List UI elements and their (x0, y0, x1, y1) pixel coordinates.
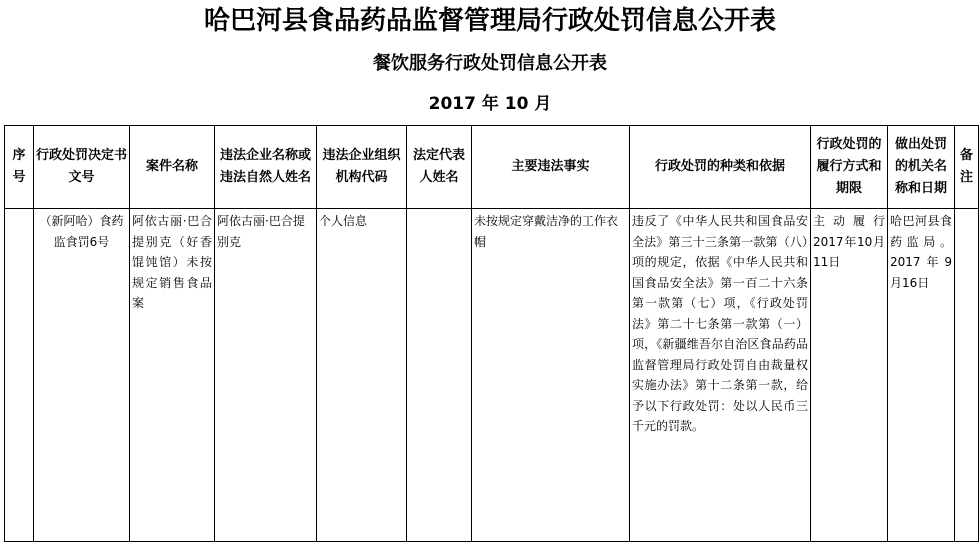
report-period: 2017 年 10 月 (428, 94, 552, 114)
cell-party: 阿依古丽·巴合提别克 (215, 209, 317, 542)
col-header-seq: 序号 (5, 126, 34, 209)
cell-penalty: 违反了《中华人民共和国食品安全法》第三十三条第一款第（八）项的规定，依据《中华人民共和国食品安全法》第一百二十六条第一款第（七）项，《行政处罚法》第二十七条第一款第（一）项，《新疆维吾尔自治区食品药品监督管理局行政处罚自由裁量权实施办法》第十二条第一款，给予以下行政处罚：处以人民币三千元的罚款。 (630, 209, 811, 542)
cell-doc-no: （新阿哈）食药监食罚6号 (34, 209, 130, 542)
col-header-org-code: 违法企业组织机构代码 (317, 126, 407, 209)
col-header-penalty: 行政处罚的种类和依据 (630, 126, 811, 209)
cell-case-name: 阿依古丽·巴合提别克（好香馄饨馆）未按规定销售食品案 (130, 209, 215, 542)
cell-seq (5, 209, 34, 542)
col-header-fulfillment: 行政处罚的履行方式和期限 (811, 126, 888, 209)
col-header-legal-rep: 法定代表人姓名 (407, 126, 472, 209)
cell-legal-rep (407, 209, 472, 542)
penalty-table (4, 125, 979, 542)
cell-org-code: 个人信息 (317, 209, 407, 542)
col-header-party: 违法企业名称或违法自然人姓名 (215, 126, 317, 209)
col-header-facts: 主要违法事实 (472, 126, 630, 209)
header-row (5, 126, 979, 209)
document-subtitle: 餐饮服务行政处罚信息公开表 (373, 53, 607, 74)
document-title: 哈巴河县食品药品监督管理局行政处罚信息公开表 (203, 6, 776, 36)
cell-facts: 未按规定穿戴洁净的工作衣帽 (472, 209, 630, 542)
cell-remark (955, 209, 979, 542)
col-header-doc-no: 行政处罚决定书文号 (34, 126, 130, 209)
table-row (5, 209, 979, 542)
cell-fulfillment: 主动履行2017年10月11日 (811, 209, 888, 542)
cell-authority: 哈巴河县食药监局。2017年9月16日 (888, 209, 955, 542)
col-header-case-name: 案件名称 (130, 126, 215, 209)
col-header-remark: 备注 (955, 126, 979, 209)
col-header-authority: 做出处罚的机关名称和日期 (888, 126, 955, 209)
